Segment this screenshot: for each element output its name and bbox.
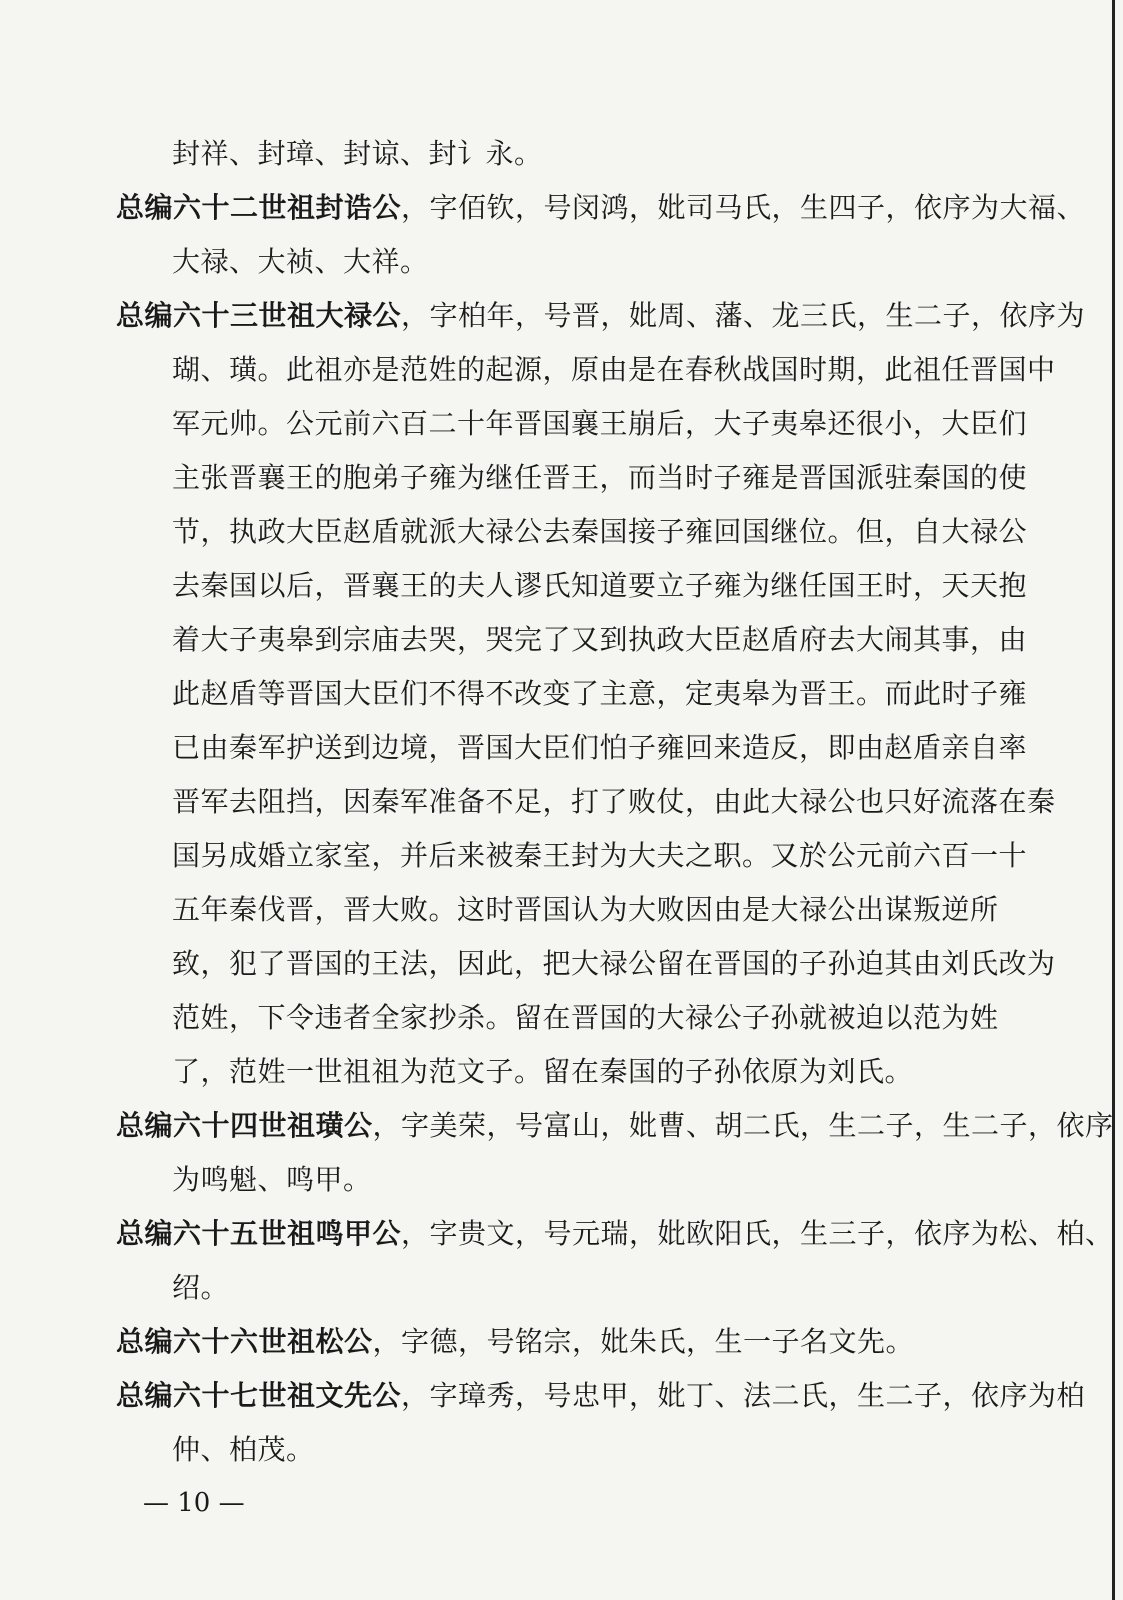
- entry-heading: 总编六十二世祖封诰公: [116, 191, 402, 224]
- entry-text: 军元帅。公元前六百二十年晋国襄王崩后，大子夷皋还很小，大臣们: [172, 407, 1028, 440]
- text-line: [116, 1104, 1114, 1144]
- text-line: [172, 1428, 315, 1468]
- entry-text: 致，犯了晋国的王法，因此，把大禄公留在晋国的子孙迫其由刘氏改为: [172, 947, 1056, 980]
- text-line: [172, 726, 1027, 766]
- entry-text: ，字璋秀，号忠甲，妣丁、法二氏，生二子，依序为柏: [401, 1379, 1086, 1412]
- entry-text: 大禄、大祯、大祥。: [172, 245, 429, 278]
- text-line: [172, 672, 1027, 712]
- entry-text: 封祥、封璋、封谅、封讠永。: [172, 137, 543, 170]
- text-line: [116, 1374, 1085, 1414]
- entry-text: ，字佰钦，号闵鸿，妣司马氏，生四子，依序为大福、: [401, 191, 1086, 224]
- text-line: [172, 348, 1056, 388]
- text-line: [172, 834, 1027, 874]
- entry-text: 绍。: [172, 1271, 230, 1304]
- entry-heading: 总编六十七世祖文先公: [116, 1379, 402, 1412]
- entry-text: 五年秦伐晋，晋大败。这时晋国认为大败因由是大禄公出谋叛逆所: [172, 893, 999, 926]
- text-line: [172, 1158, 372, 1198]
- entry-heading: 总编六十六世祖松公: [116, 1325, 373, 1358]
- text-line: [116, 1320, 914, 1360]
- entry-text: ，字德，号铭宗，妣朱氏，生一子名文先。: [372, 1325, 915, 1358]
- text-line: [172, 132, 543, 172]
- entry-text: ，字美荣，号富山，妣曹、胡二氏，生二子，生二子，依序: [372, 1109, 1114, 1142]
- text-line: [116, 186, 1085, 226]
- text-line: [172, 888, 999, 928]
- entry-text: 范姓，下令违者全家抄杀。留在晋国的大禄公子孙就被迫以范为姓: [172, 1001, 999, 1034]
- text-line: [172, 564, 1027, 604]
- text-line: [172, 780, 1056, 820]
- entry-heading: 总编六十三世祖大禄公: [116, 299, 402, 332]
- text-line: [172, 996, 999, 1036]
- entry-heading: 总编六十四世祖璜公: [116, 1109, 373, 1142]
- entry-text: 去秦国以后，晋襄王的夫人谬氏知道要立子雍为继任国王时，天天抱: [172, 569, 1028, 602]
- text-line: [172, 1050, 913, 1090]
- entry-heading: 总编六十五世祖鸣甲公: [116, 1217, 402, 1250]
- text-line: [116, 294, 1085, 334]
- text-line: [172, 456, 1027, 496]
- entry-text: 了，范姓一世祖祖为范文子。留在秦国的子孙依原为刘氏。: [172, 1055, 914, 1088]
- entry-text: ，字贵文，号元瑞，妣欧阳氏，生三子，依序为松、柏、: [401, 1217, 1114, 1250]
- entry-text: ，字柏年，号晋，妣周、藩、龙三氏，生二子，依序为: [401, 299, 1086, 332]
- text-line: [172, 240, 429, 280]
- entry-text: 着大子夷皋到宗庙去哭，哭完了又到执政大臣赵盾府去大闹其事，由: [172, 623, 1028, 656]
- text-line: [172, 942, 1056, 982]
- text-line: [172, 510, 1027, 550]
- text-line: [172, 402, 1027, 442]
- entry-text: 仲、柏茂。: [172, 1433, 315, 1466]
- entry-text: 此赵盾等晋国大臣们不得不改变了主意，定夷皋为晋王。而此时子雍: [172, 677, 1028, 710]
- entry-text: 瑚、璜。此祖亦是范姓的起源，原由是在春秋战国时期，此祖任晋国中: [172, 353, 1056, 386]
- entry-text: 晋军去阻挡，因秦军准备不足，打了败仗，由此大禄公也只好流落在秦: [172, 785, 1056, 818]
- text-line: [172, 1266, 229, 1306]
- text-line: [116, 1212, 1114, 1252]
- page-number: — 10 —: [143, 1488, 245, 1518]
- entry-text: 主张晋襄王的胞弟子雍为继任晋王，而当时子雍是晋国派驻秦国的使: [172, 461, 1028, 494]
- text-line: [172, 618, 1027, 658]
- entry-text: 为鸣魁、鸣甲。: [172, 1163, 372, 1196]
- entry-text: 已由秦军护送到边境，晋国大臣们怕子雍回来造反，即由赵盾亲自率: [172, 731, 1028, 764]
- entry-text: 节，执政大臣赵盾就派大禄公去秦国接子雍回国继位。但，自大禄公: [172, 515, 1028, 548]
- entry-text: 国另成婚立家室，并后来被秦王封为大夫之职。又於公元前六百一十: [172, 839, 1028, 872]
- page-edge-shadow: [1112, 0, 1115, 1600]
